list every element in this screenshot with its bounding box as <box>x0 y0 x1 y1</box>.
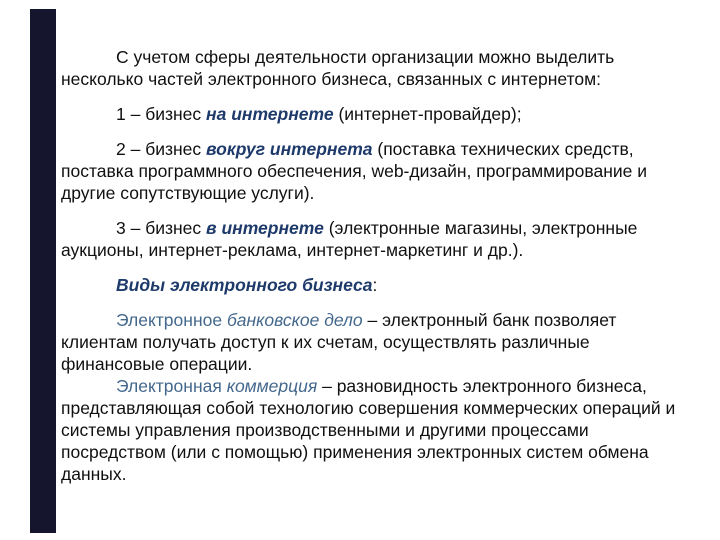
text-run: – разновидность электронного бизнеса, представляющая собой технологию совершения коммерческих операций и системы управления производственными и другими процессами посредством (или с помощью) применения электронных систем обмена данных. <box>61 376 676 484</box>
term-slate-italic-run: коммерция <box>226 376 318 396</box>
term-slate-run: Электронная <box>116 376 227 396</box>
text-run: – электронный банк позволяет клиентам получать доступ к их счетам, осуществлять различные финансовые операции. <box>61 310 617 374</box>
list-item-2 <box>61 138 697 204</box>
term-navy-run: на интернете <box>206 104 334 124</box>
term-slate-run: Электронное <box>116 310 227 330</box>
list-item-3 <box>61 217 697 261</box>
definition-commerce <box>61 375 697 485</box>
text-run: С учетом сферы деятельности организации можно выделить несколько частей электронного бизнеса, связанных с интернетом: <box>61 47 615 89</box>
text-run: 1 – бизнес <box>116 104 207 124</box>
text-run: 3 – бизнес <box>116 218 207 238</box>
text-run: (поставка технических средств, поставка программного обеспечения, web-дизайн, программирование и другие сопутствующие услуги). <box>61 139 648 203</box>
text-run: (электронные магазины, электронные аукционы, интернет-реклама, интернет-маркетинг и др.). <box>61 218 638 260</box>
list-item-1 <box>61 103 697 125</box>
intro-paragraph <box>61 46 697 90</box>
text-run: : <box>372 275 378 295</box>
text-block <box>61 46 697 485</box>
term-navy-run: вокруг интернета <box>206 139 373 159</box>
term-slate-italic-run: банковское дело <box>226 310 363 330</box>
left-accent-bar <box>30 9 56 533</box>
term-navy-run: Виды электронного бизнеса <box>116 275 373 295</box>
text-run: 2 – бизнес <box>116 139 207 159</box>
definition-banking <box>61 309 697 375</box>
text-run: (интернет-провайдер); <box>333 104 522 124</box>
section-heading <box>61 274 697 296</box>
term-navy-run: в интернете <box>206 218 324 238</box>
